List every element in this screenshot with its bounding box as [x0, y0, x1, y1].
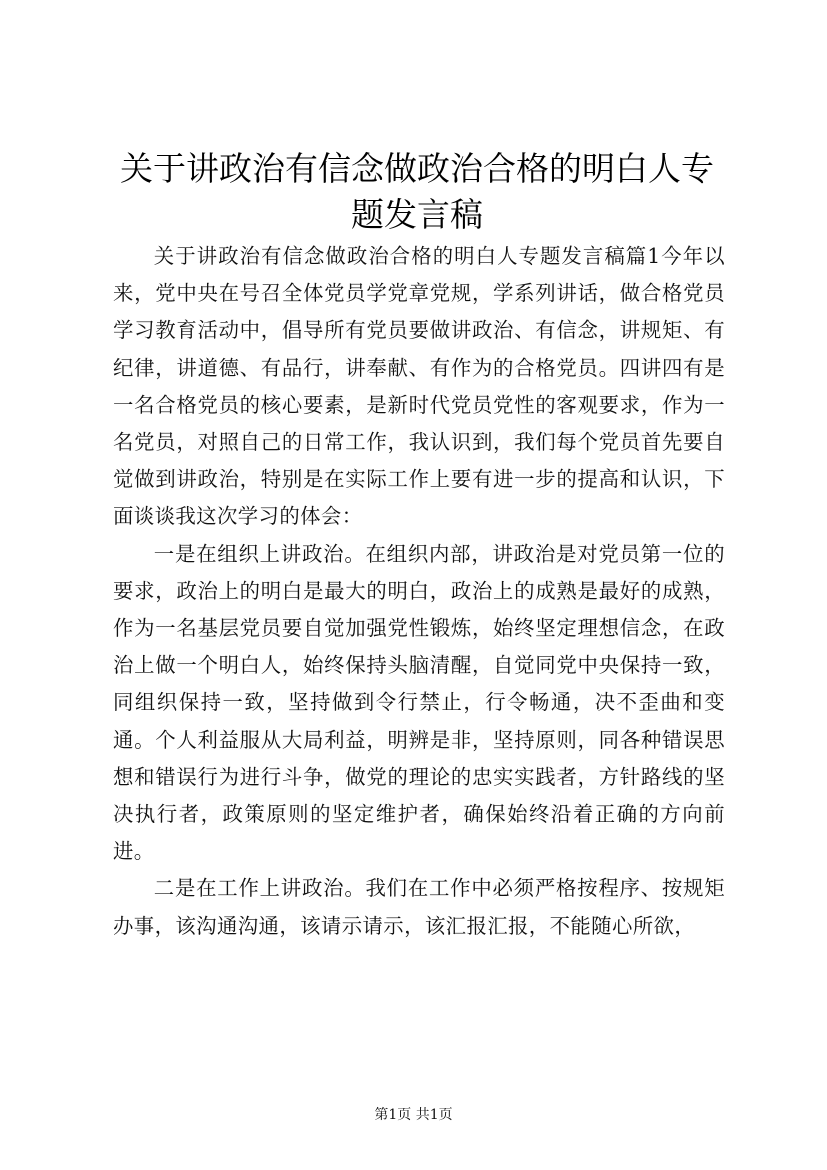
document-title: 关于讲政治有信念做政治合格的明白人专题发言稿: [120, 149, 714, 234]
document-body: [113, 238, 725, 945]
paragraph-work: 二是在工作上讲政治。我们在工作中必须严格按程序、按规矩办事，该沟通沟通，该请示请示，该汇报汇报，不能随心所欲，: [113, 876, 725, 938]
page-footer: 第1页 共1页: [374, 1107, 453, 1123]
paragraph-organization: 一是在组织上讲政治。在组织内部，讲政治是对党员第一位的要求，政治上的明白是最大的明白，政治上的成熟是最好的成熟，作为一名基层党员要自觉加强党性锻炼，始终坚定理想信念，在政治上做一个明白人，始终保持头脑清醒，自觉同党中央保持一致，同组织保持一致，坚持做到令行禁止，行令畅通，决不歪曲和变通。个人利益服从大局利益，明辨是非，坚持原则，同各种错误思想和错误行为进行斗争，做党的理论的忠实实践者，方针路线的坚决执行者，政策原则的坚定维护者，确保始终沿着正确的方向前进。: [113, 541, 725, 864]
paragraph-intro: 关于讲政治有信念做政治合格的明白人专题发言稿篇1今年以来，党中央在号召全体党员学党章党规，学系列讲话，做合格党员学习教育活动中，倡导所有党员要做讲政治、有信念，讲规矩、有纪律，讲道德、有品行，讲奉献、有作为的合格党员。四讲四有是一名合格党员的核心要素，是新时代党员党性的客观要求，作为一名党员，对照自己的日常工作，我认识到，我们每个党员首先要自觉做到讲政治，特别是在实际工作上要有进一步的提高和认识，下面谈谈我这次学习的体会：: [113, 244, 725, 529]
